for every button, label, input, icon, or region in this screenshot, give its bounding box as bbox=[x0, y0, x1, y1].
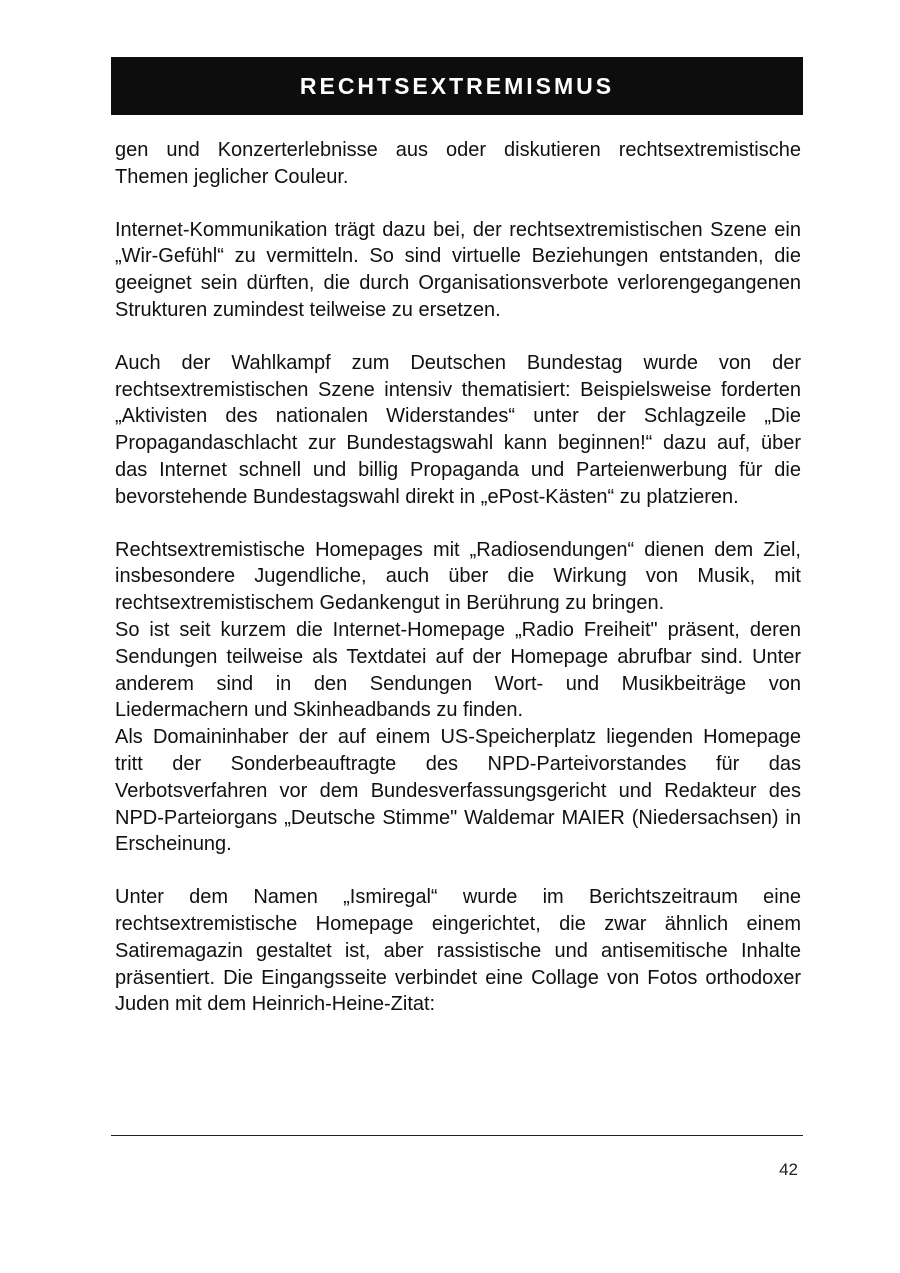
chapter-header-bar bbox=[111, 57, 803, 115]
paragraph: Rechtsextremistische Homepages mit „Radiosendungen“ dienen dem Ziel, insbesondere Jugendliche, auch über die Wirkung von Musik, mit rechtsextremistischem Gedankengut in Berührung zu bringen. bbox=[115, 538, 801, 615]
paragraph: Als Domaininhaber der auf einem US-Speicherplatz liegenden Homepage tritt der Sonderbeauftragte des NPD-Parteivorstandes für das Verbotsverfahren vor dem Bundesverfassungsgericht und Redakteur des NPD-Parteiorgans „Deutsche Stimme" Waldemar MAIER (Niedersachsen) in Erscheinung. bbox=[115, 726, 801, 856]
paragraph: Unter dem Namen „Ismiregal“ wurde im Berichtszeitraum eine rechtsextremistische Homepage eingerichtet, die zwar ähnlich einem Satiremagazin gestaltet ist, aber rassistische und antisemitische Inhalte präsentiert. Die Eingangsseite verbindet eine Collage von Fotos orthodoxer Juden mit dem Heinrich-Heine-Zitat: bbox=[115, 886, 801, 1016]
paragraph: So ist seit kurzem die Internet-Homepage „Radio Freiheit" präsent, deren Sendungen teilweise als Textdatei auf der Homepage abrufbar sind. Unter anderem sind in den Sendungen Wort- und Musikbeiträge von Liedermachern und Skinheadbands zu finden. bbox=[115, 618, 801, 722]
paragraph: Auch der Wahlkampf zum Deutschen Bundestag wurde von der rechtsextremistischen Szene intensiv thematisiert: Beispielsweise forderten „Aktivisten des nationalen Widerstandes“ unter der Schlagzeile „Die Propagandaschlacht zur Bundestagswahl kann beginnen!“ dazu auf, über das Internet schnell und billig Propaganda und Parteienwerbung für die bevorstehende Bundestagswahl direkt in „ePost-Kästen“ zu platzieren. bbox=[115, 351, 801, 508]
page-number: 42 bbox=[779, 1160, 798, 1179]
paragraph: gen und Konzerterlebnisse aus oder diskutieren rechtsextremistische Themen jeglicher Couleur. bbox=[115, 139, 801, 188]
paragraph: Internet-Kommunikation trägt dazu bei, der rechtsextremistischen Szene ein „Wir-Gefühl“ zu vermitteln. So sind virtuelle Beziehungen entstanden, die geeignet sein dürften, die durch Organisationsverbote verlorengegangenen Strukturen zumindest teilweise zu ersetzen. bbox=[115, 218, 801, 321]
footer-divider bbox=[111, 1135, 803, 1136]
body-text bbox=[115, 137, 801, 1018]
chapter-title: RECHTSEXTREMISMUS bbox=[299, 72, 615, 99]
